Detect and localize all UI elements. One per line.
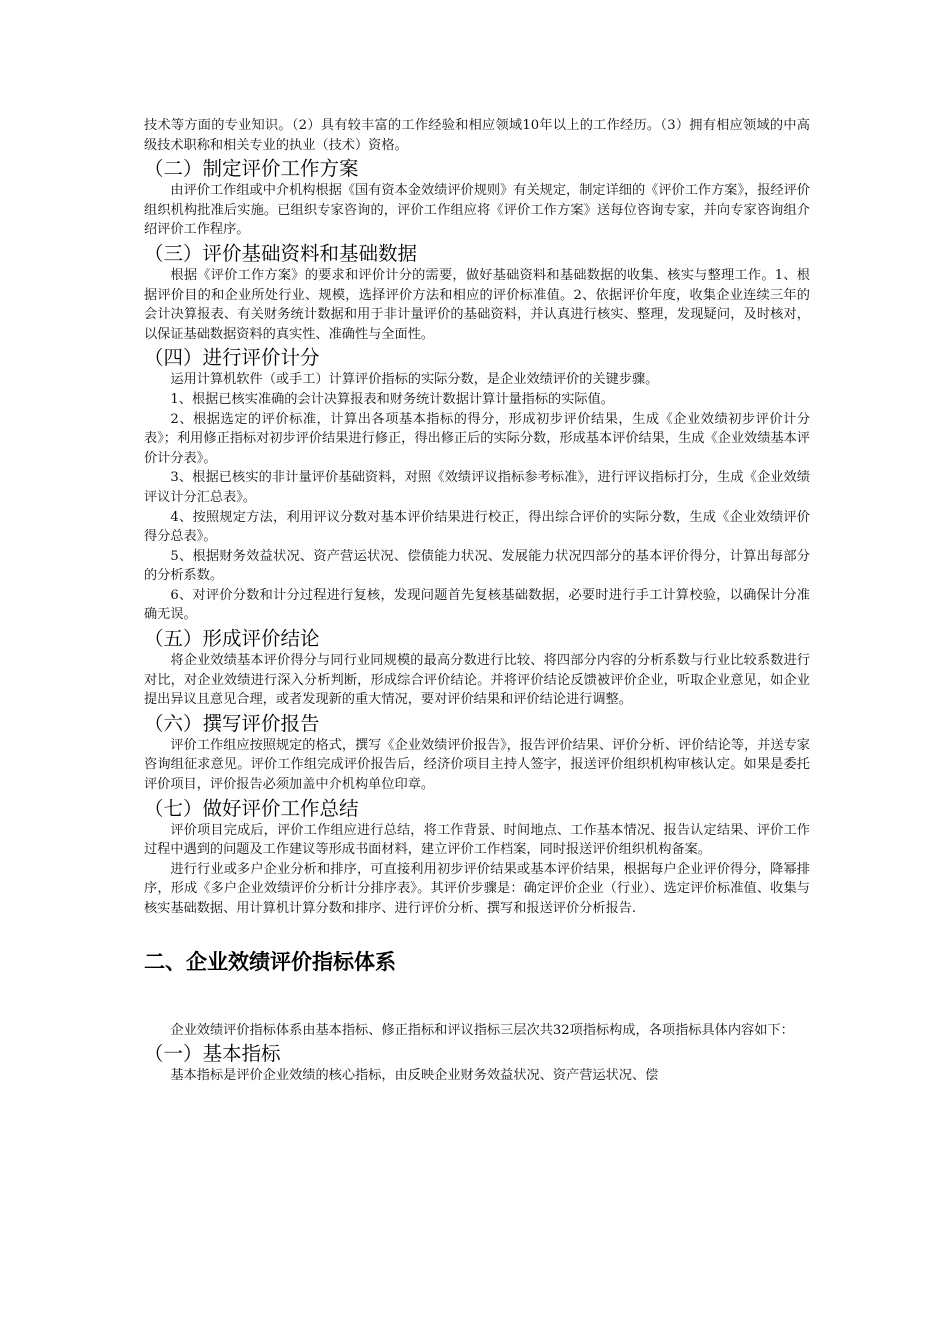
section-heading-4: （四）进行评价计分 bbox=[144, 346, 320, 370]
section-heading-2: （二）制定评价工作方案 bbox=[144, 157, 359, 181]
section-heading-5: （五）形成评价结论 bbox=[144, 627, 320, 651]
section-4-paragraph-4: 3、根据已核实的非计量评价基础资料，对照《效绩评议指标参考标准》，进行评议指标打分，生成《企业效绩评议计分汇总表》。 bbox=[144, 470, 810, 505]
section-4-paragraph-2: 1、根据已核实准确的会计决算报表和财务统计数据计算计量指标的实际值。 bbox=[170, 391, 614, 407]
subsection-heading-basic-indicators: （一）基本指标 bbox=[144, 1042, 281, 1066]
basic-indicators-paragraph-1: 基本指标是评价企业效绩的核心指标，由反映企业财务效益状况、资产营运状况、偿 bbox=[170, 1068, 659, 1084]
section-6-paragraph-1: 评价工作组应按照规定的格式，撰写《企业效绩评价报告》，报告评价结果、评价分析、评价结论等，并送专家咨询组征求意见。评价工作组完成评价报告后，经济价项目主持人签字，报送评价组织机构审核认定。如果是委托评价项目，评价报告必须加盖中介机构单位印章。 bbox=[144, 737, 810, 793]
section-4-paragraph-7: 6、对评价分数和计分过程进行复核，发现问题首先复核基础数据，必要时进行手工计算校验，以确保计分准确无误。 bbox=[144, 587, 810, 623]
document-page bbox=[144, 116, 810, 1086]
chapter-title: 二、企业效绩评价指标体系 bbox=[144, 949, 396, 974]
section-4-paragraph-6: 5、根据财务效益状况、资产营运状况、偿债能力状况、发展能力状况四部分的基本评价得分，计算出每部分的分析系数。 bbox=[144, 548, 810, 584]
section-5-paragraph-1: 将企业效绩基本评价得分与同行业同规模的最高分数进行比较、将四部分内容的分析系数与行业比较系数进行对比，对企业效绩进行深入分析判断，形成综合评价结论。并将评价结论反馈被评价企业，听取企业意见，如企业提出异议且意见合理，或者发现新的重大情况，要对评价结果和评价结论进行调整。 bbox=[144, 653, 810, 708]
section-3-paragraph-1: 根据《评价工作方案》的要求和评价计分的需要，做好基础资料和基础数据的收集、核实与整理工作。1、根据评价目的和企业所处行业、规模，选择评价方法和相应的评价标准值。2、依据评价年度，收集企业连续三年的会计决算报表、有关财务统计数据和用于非计量评价的基础资料，并认真进行核实、整理，发现疑问，及时核对，以保证基础数据资料的真实性、准确性与全面性。 bbox=[144, 267, 810, 342]
section-4-paragraph-5: 4、按照规定方法，利用评议分数对基本评价结果进行校正，得出综合评价的实际分数，生成《企业效绩评价得分总表》。 bbox=[144, 509, 810, 545]
section-heading-6: （六）撰写评价报告 bbox=[144, 711, 320, 735]
section-4-paragraph-1: 运用计算机软件（或手工）计算评价指标的实际分数，是企业效绩评价的关键步骤。 bbox=[170, 372, 659, 388]
continuation-paragraph: 技术等方面的专业知识。（2）具有较丰富的工作经验和相应领域10年以上的工作经历。（3）拥有相应领域的中高级技术职称和相关专业的执业（技术）资格。 bbox=[144, 118, 810, 153]
section-2-paragraph-1: 由评价工作组或中介机构根据《国有资本金效绩评价规则》有关规定，制定详细的《评价工作方案》，报经评价组织机构批准后实施。已组织专家咨询的，评价工作组应将《评价工作方案》送每位咨询专家，并向专家咨询组介绍评价工作程序。 bbox=[144, 183, 810, 238]
section-4-paragraph-3: 2、根据选定的评价标准，计算出各项基本指标的得分，形成初步评价结果，生成《企业效绩初步评价计分表》；利用修正指标对初步评价结果进行修正，得出修正后的实际分数，形成基本评价结果，生成《企业效绩基本评价计分表》。 bbox=[144, 411, 810, 466]
section-heading-7: （七）做好评价工作总结 bbox=[144, 796, 359, 820]
chapter-intro-paragraph: 企业效绩评价指标体系由基本指标、修正指标和评议指标三层次共32项指标构成，各项指标具体内容如下： bbox=[170, 1022, 794, 1038]
section-7-paragraph-1: 评价项目完成后，评价工作组应进行总结，将工作背景、时间地点、工作基本情况、报告认定结果、评价工作过程中遇到的问题及工作建议等形成书面材料，建立评价工作档案，同时报送评价组织机构备案。 bbox=[144, 822, 810, 858]
section-heading-3: （三）评价基础资料和基础数据 bbox=[144, 241, 418, 265]
section-7-paragraph-2: 进行行业或多户企业分析和排序，可直接利用初步评价结果或基本评价结果，根据每户企业评价得分，降幂排序，形成《多户企业效绩评价分析计分排序表》。其评价步骤是：确定评价企业（行业）、选定评价标准值、收集与核实基础数据、用计算机计算分数和排序、进行评价分析、撰写和报送评价分析报告. bbox=[144, 861, 810, 916]
